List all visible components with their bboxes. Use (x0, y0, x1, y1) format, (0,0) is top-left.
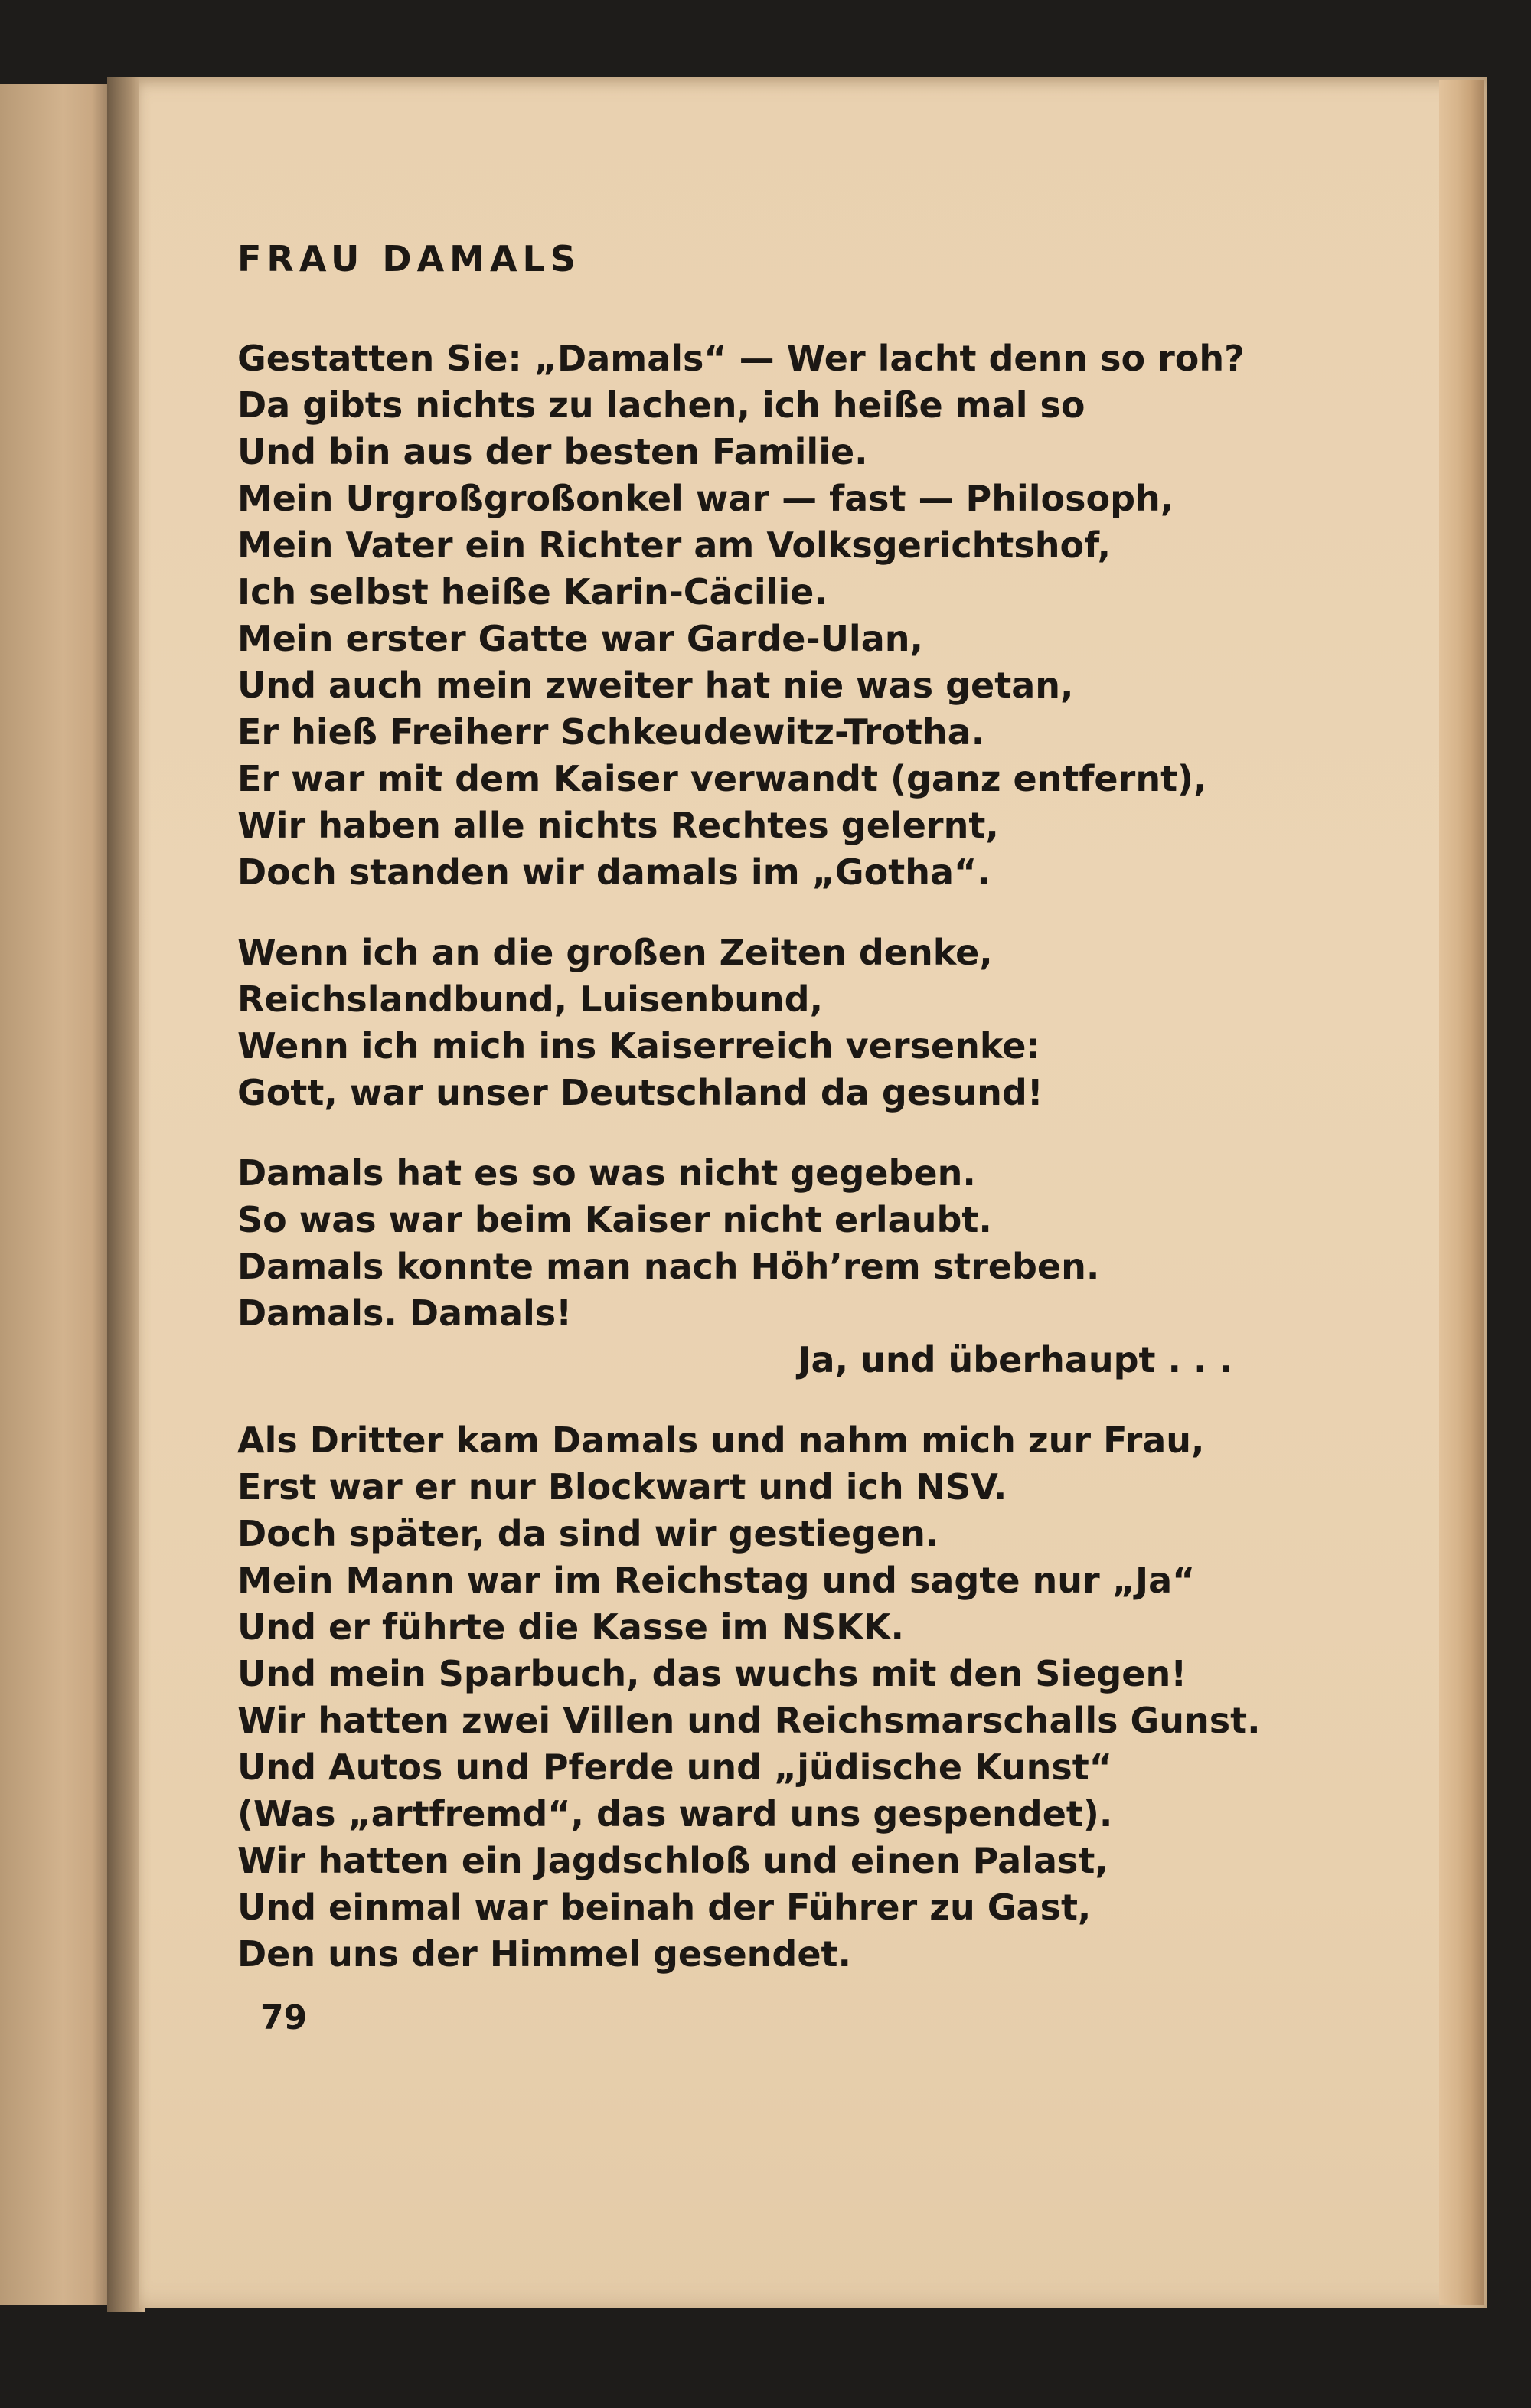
stanza-3 (237, 1150, 1232, 1384)
poem-line: Wenn ich mich ins Kaiserreich versenke: (237, 1025, 1040, 1067)
poem-line: Doch standen wir damals im „Gotha“. (237, 851, 991, 893)
previous-page-edge (0, 84, 115, 2305)
poem-line: Gestatten Sie: „Damals“ — Wer lacht denn so roh? (237, 338, 1245, 379)
poem-line: Den uns der Himmel gesendet. (237, 1933, 852, 1975)
poem-line: Und Autos und Pferde und „jüdische Kunst“ (237, 1746, 1112, 1788)
poem-line: Mein erster Gatte war Garde-Ulan, (237, 618, 923, 659)
poem-line: Damals konnte man nach Höh’rem streben. (237, 1246, 1100, 1287)
poem-line: Mein Vater ein Richter am Volksgerichtshof, (237, 524, 1112, 566)
poem-line: Mein Urgroßgroßonkel war — fast — Philosoph, (237, 478, 1174, 519)
poem-line: (Was „artfremd“, das ward uns gespendet). (237, 1793, 1113, 1835)
poem-line-right-aligned: Ja, und überhaupt . . . (798, 1339, 1232, 1380)
page-number: 79 (260, 1998, 308, 2037)
poem-line: Und einmal war beinah der Führer zu Gast, (237, 1887, 1092, 1928)
poem-line: Ich selbst heiße Karin-Cäcilie. (237, 571, 828, 613)
poem-line: Gott, war unser Deutschland da gesund! (237, 1072, 1043, 1113)
stanza-2 (237, 930, 1232, 1116)
poem-line: Doch später, da sind wir gestiegen. (237, 1513, 939, 1554)
poem-line: Wir hatten zwei Villen und Reichsmarschalls Gunst. (237, 1700, 1261, 1741)
poem-line: Erst war er nur Blockwart und ich NSV. (237, 1466, 1007, 1508)
poem-line: Da gibts nichts zu lachen, ich heiße mal so (237, 384, 1085, 426)
poem-line: Und er führte die Kasse im NSKK. (237, 1606, 905, 1648)
poem-line: Als Dritter kam Damals und nahm mich zur Frau, (237, 1420, 1205, 1461)
poem-line: Und auch mein zweiter hat nie was getan, (237, 665, 1074, 706)
poem-line: Reichslandbund, Luisenbund, (237, 979, 824, 1020)
poem-line: Damals. Damals! (237, 1292, 573, 1334)
poem-line: So was war beim Kaiser nicht erlaubt. (237, 1199, 992, 1240)
poem-line: Er hieß Freiherr Schkeudewitz-Trotha. (237, 711, 985, 753)
page-stack-edge (1439, 80, 1484, 2305)
poem-line: Mein Mann war im Reichstag und sagte nur „Ja“ (237, 1560, 1196, 1601)
stanza-1 (237, 335, 1245, 896)
poem-line: Er war mit dem Kaiser verwandt (ganz entfernt), (237, 758, 1207, 799)
poem-line: Wenn ich an die großen Zeiten denke, (237, 932, 993, 973)
poem-line: Und bin aus der besten Familie. (237, 431, 868, 472)
poem-title: FRAU DAMALS (237, 238, 581, 279)
poem-line: Wir haben alle nichts Rechtes gelernt, (237, 805, 999, 846)
stanza-4 (237, 1417, 1261, 1978)
poem (237, 237, 1261, 2011)
poem-line: Wir hatten ein Jagdschloß und einen Palast, (237, 1840, 1108, 1881)
poem-line: Und mein Sparbuch, das wuchs mit den Siegen! (237, 1653, 1187, 1694)
poem-line: Damals hat es so was nicht gegeben. (237, 1152, 976, 1194)
